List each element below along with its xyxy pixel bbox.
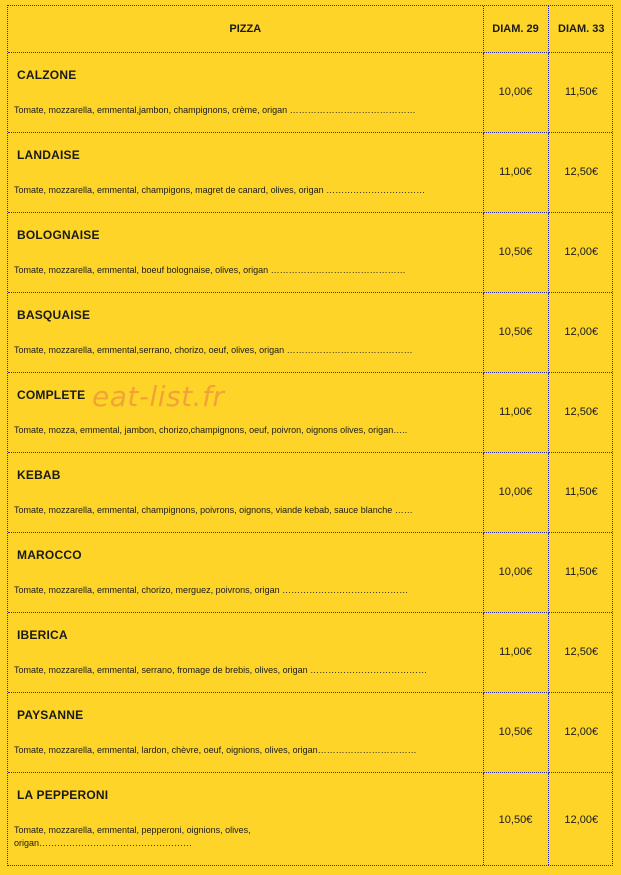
price-diam-29: 10,50€ <box>483 772 548 866</box>
table-row <box>8 52 613 132</box>
price-diam-29: 10,50€ <box>483 292 548 372</box>
header-diam-29: DIAM. 29 <box>483 6 548 52</box>
pizza-name: LA PEPPERONI <box>17 787 109 802</box>
table-row <box>8 292 613 372</box>
price-diam-33: 12,50€ <box>548 612 613 692</box>
pizza-info-cell <box>8 772 483 866</box>
price-diam-33: 11,50€ <box>548 532 613 612</box>
price-diam-29: 11,00€ <box>483 372 548 452</box>
price-diam-29: 10,00€ <box>483 532 548 612</box>
pizza-info-cell <box>8 292 483 372</box>
header-diam-33: DIAM. 33 <box>548 6 613 52</box>
table-row <box>8 612 613 692</box>
pizza-ingredients: Tomate, mozzarella, emmental, champigons, magret de canard, olives, origan …………………………… <box>14 184 426 195</box>
pizza-name: LANDAISE <box>17 147 80 162</box>
price-diam-29: 10,50€ <box>483 212 548 292</box>
pizza-info-cell <box>8 612 483 692</box>
price-diam-33: 11,50€ <box>548 52 613 132</box>
table-row <box>8 372 613 452</box>
pizza-name: BASQUAISE <box>17 307 91 322</box>
price-diam-33: 12,00€ <box>548 292 613 372</box>
price-diam-33: 12,00€ <box>548 212 613 292</box>
pizza-info-cell <box>8 452 483 532</box>
price-diam-33: 12,50€ <box>548 132 613 212</box>
pizza-ingredients: Tomate, mozzarella, emmental, champignons, poivrons, oignons, viande kebab, sauce blanche …… <box>14 504 413 515</box>
pizza-name: COMPLETE <box>17 387 86 402</box>
price-diam-29: 10,50€ <box>483 692 548 772</box>
pizza-price-table <box>8 6 613 866</box>
price-diam-29: 11,00€ <box>483 612 548 692</box>
pizza-ingredients: Tomate, mozzarella, emmental, serrano, fromage de brebis, olives, origan ………………………………… <box>14 664 428 675</box>
table-row <box>8 772 613 866</box>
pizza-ingredients: Tomate, mozzarella, emmental, pepperoni, oignions, olives, origan…………………………………………… <box>14 824 251 848</box>
pizza-ingredients: Tomate, mozzarella, emmental,jambon, champignons, crème, origan …………………………………… <box>14 104 416 115</box>
pizza-info-cell <box>8 52 483 132</box>
table-header-row <box>8 6 613 52</box>
watermark: eat-list.fr <box>92 380 225 413</box>
price-diam-33: 12,50€ <box>548 372 613 452</box>
price-diam-33: 12,00€ <box>548 772 613 866</box>
pizza-info-cell <box>8 372 483 452</box>
pizza-name: IBERICA <box>17 627 68 642</box>
price-diam-33: 11,50€ <box>548 452 613 532</box>
price-diam-29: 11,00€ <box>483 132 548 212</box>
pizza-ingredients: Tomate, mozzarella, emmental, chorizo, merguez, poivrons, origan …………………………………… <box>14 584 409 595</box>
table-row <box>8 692 613 772</box>
pizza-menu <box>7 5 613 866</box>
table-row <box>8 532 613 612</box>
pizza-name: BOLOGNAISE <box>17 227 100 242</box>
pizza-ingredients: Tomate, mozzarella, emmental, boeuf bolognaise, olives, origan ……………………………………… <box>14 264 406 275</box>
table-row <box>8 452 613 532</box>
pizza-info-cell <box>8 692 483 772</box>
pizza-name: KEBAB <box>17 467 61 482</box>
price-diam-33: 12,00€ <box>548 692 613 772</box>
table-row <box>8 132 613 212</box>
price-diam-29: 10,00€ <box>483 52 548 132</box>
pizza-info-cell <box>8 212 483 292</box>
pizza-name: CALZONE <box>17 67 77 82</box>
table-row <box>8 212 613 292</box>
pizza-info-cell <box>8 532 483 612</box>
pizza-ingredients: Tomate, mozzarella, emmental,serrano, chorizo, oeuf, olives, origan …………………………………… <box>14 344 413 355</box>
header-pizza: PIZZA <box>8 6 483 52</box>
pizza-ingredients: Tomate, mozza, emmental, jambon, chorizo,champignons, oeuf, poivron, oignons olives, origan….. <box>14 424 408 435</box>
pizza-info-cell <box>8 132 483 212</box>
pizza-ingredients: Tomate, mozzarella, emmental, lardon, chèvre, oeuf, oignions, olives, origan…………………………… <box>14 744 417 755</box>
pizza-name: MAROCCO <box>17 547 82 562</box>
price-diam-29: 10,00€ <box>483 452 548 532</box>
pizza-name: PAYSANNE <box>17 707 84 722</box>
